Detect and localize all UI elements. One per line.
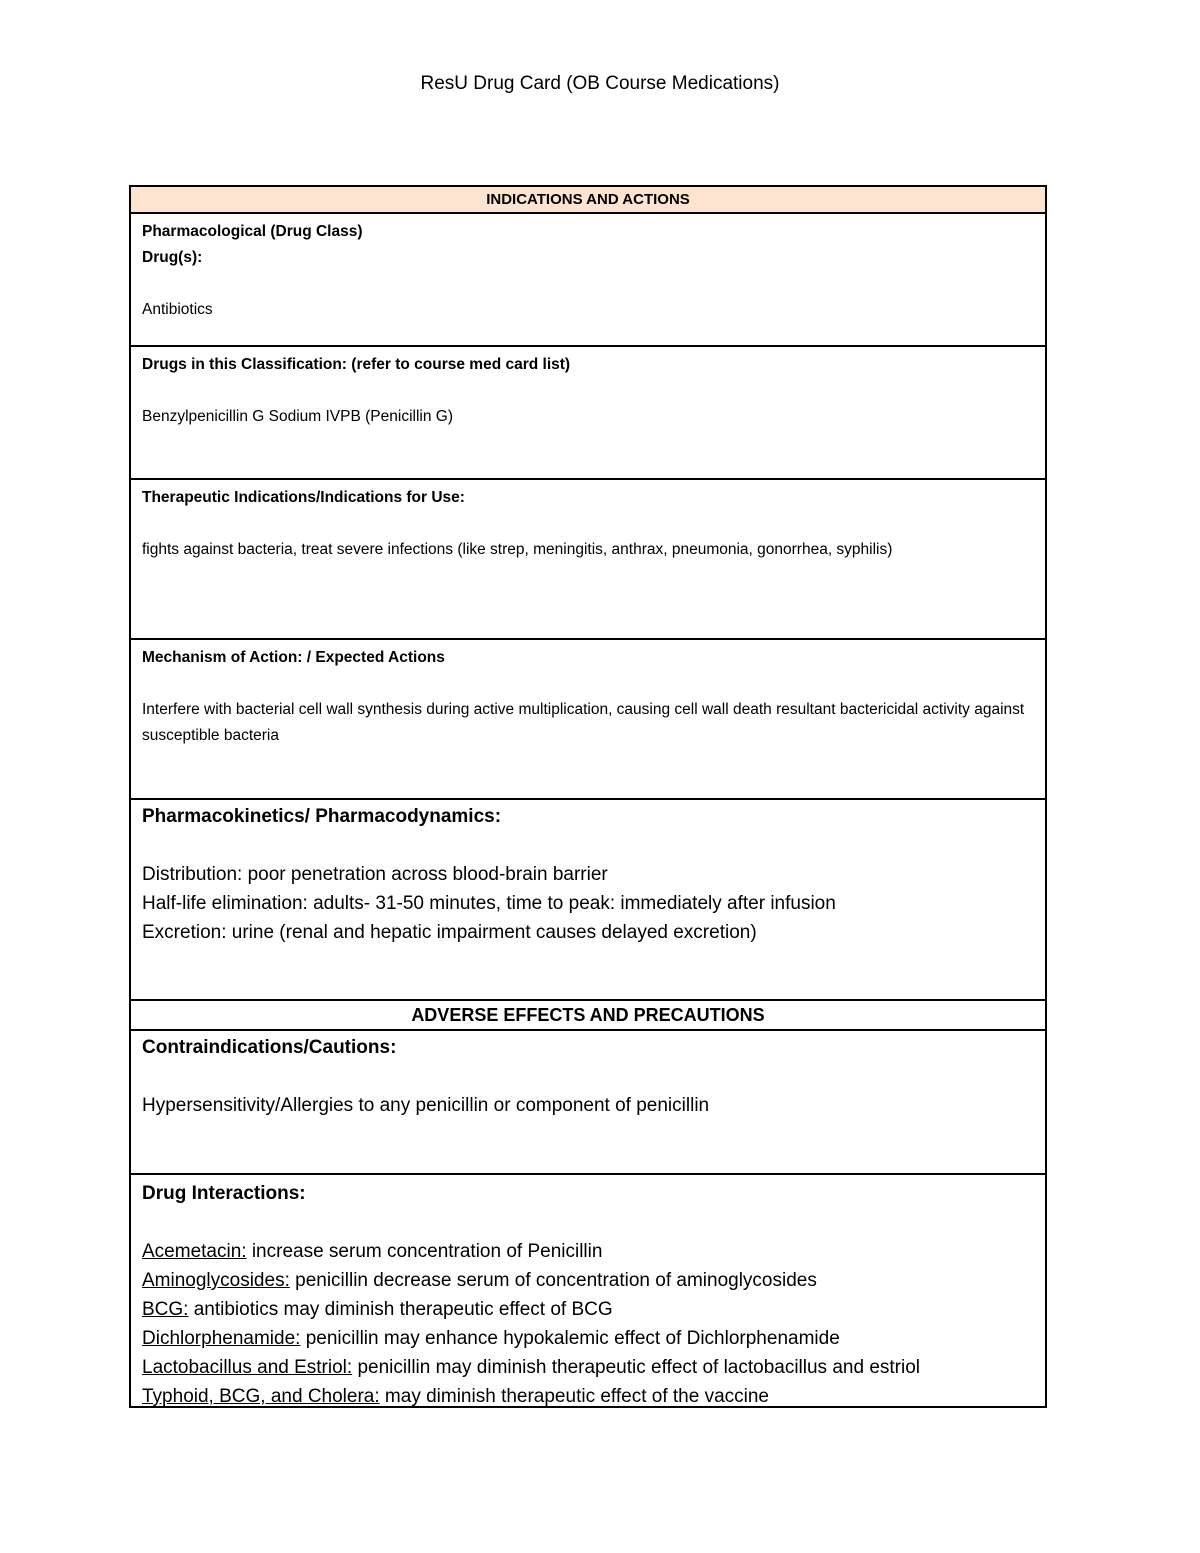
therapeutic-section [131,480,1045,640]
interaction-item [142,1237,1034,1266]
drugs-label: Drug(s): [142,249,203,266]
page-title: ResU Drug Card (OB Course Medications) [420,73,780,94]
interactions-section [131,1175,1045,1406]
interaction-text: penicillin decrease serum of concentration of aminoglycosides [289,1270,817,1291]
pharmacokinetics-label: Pharmacokinetics/ Pharmacodynamics: [142,806,502,827]
pk-half-life: Half-life elimination: adults- 31-50 minutes, time to peak: immediately after infusion [142,893,836,914]
contraindications-section [131,1031,1045,1175]
interaction-item [142,1266,1034,1295]
interaction-item [142,1353,1034,1382]
adverse-header: ADVERSE EFFECTS AND PRECAUTIONS [131,1001,1045,1031]
interaction-text: penicillin may enhance hypokalemic effect of Dichlorphenamide [300,1328,840,1349]
interaction-term: Lactobacillus and Estriol: [142,1357,353,1378]
interaction-term: Acemetacin: [142,1241,247,1262]
pk-excretion: Excretion: urine (renal and hepatic impairment causes delayed excretion) [142,922,757,943]
interactions-label: Drug Interactions: [142,1183,306,1204]
mechanism-section [131,640,1045,800]
interaction-text: penicillin may diminish therapeutic effect of lactobacillus and estriol [352,1357,921,1378]
interaction-item [142,1295,1034,1324]
drug-card-table [129,185,1047,1408]
contraindications-label: Contraindications/Cautions: [142,1037,397,1058]
drug-class-section [131,214,1045,347]
classification-label: Drugs in this Classification: (refer to course med card list) [142,356,571,373]
interaction-item [142,1382,1034,1411]
contraindications-value: Hypersensitivity/Allergies to any penicillin or component of penicillin [142,1095,710,1116]
interaction-term: Aminoglycosides: [142,1270,290,1291]
mechanism-value: Interfere with bacterial cell wall synthesis during active multiplication, causing cell wall death resultant bactericidal activity against susceptible bacteria [142,701,1025,744]
interaction-term: BCG: [142,1299,189,1320]
therapeutic-value: fights against bacteria, treat severe infections (like strep, meningitis, anthrax, pneumonia, gonorrhea, syphilis) [142,541,893,558]
classification-value: Benzylpenicillin G Sodium IVPB (Penicillin G) [142,408,453,425]
interaction-term: Typhoid, BCG, and Cholera: [142,1386,380,1407]
drug-class-value: Antibiotics [142,301,213,318]
interaction-item [142,1324,1034,1353]
mechanism-label: Mechanism of Action: / Expected Actions [142,649,445,666]
interaction-text: increase serum concentration of Penicillin [246,1241,603,1262]
interaction-term: Dichlorphenamide: [142,1328,301,1349]
classification-section [131,347,1045,480]
therapeutic-label: Therapeutic Indications/Indications for Use: [142,489,465,506]
pk-distribution: Distribution: poor penetration across blood-brain barrier [142,864,608,885]
indications-header: INDICATIONS AND ACTIONS [131,187,1045,214]
interaction-text: may diminish therapeutic effect of the vaccine [379,1386,769,1407]
interaction-text: antibiotics may diminish therapeutic effect of BCG [188,1299,613,1320]
drug-class-label: Pharmacological (Drug Class) [142,223,363,240]
pharmacokinetics-section [131,800,1045,1001]
